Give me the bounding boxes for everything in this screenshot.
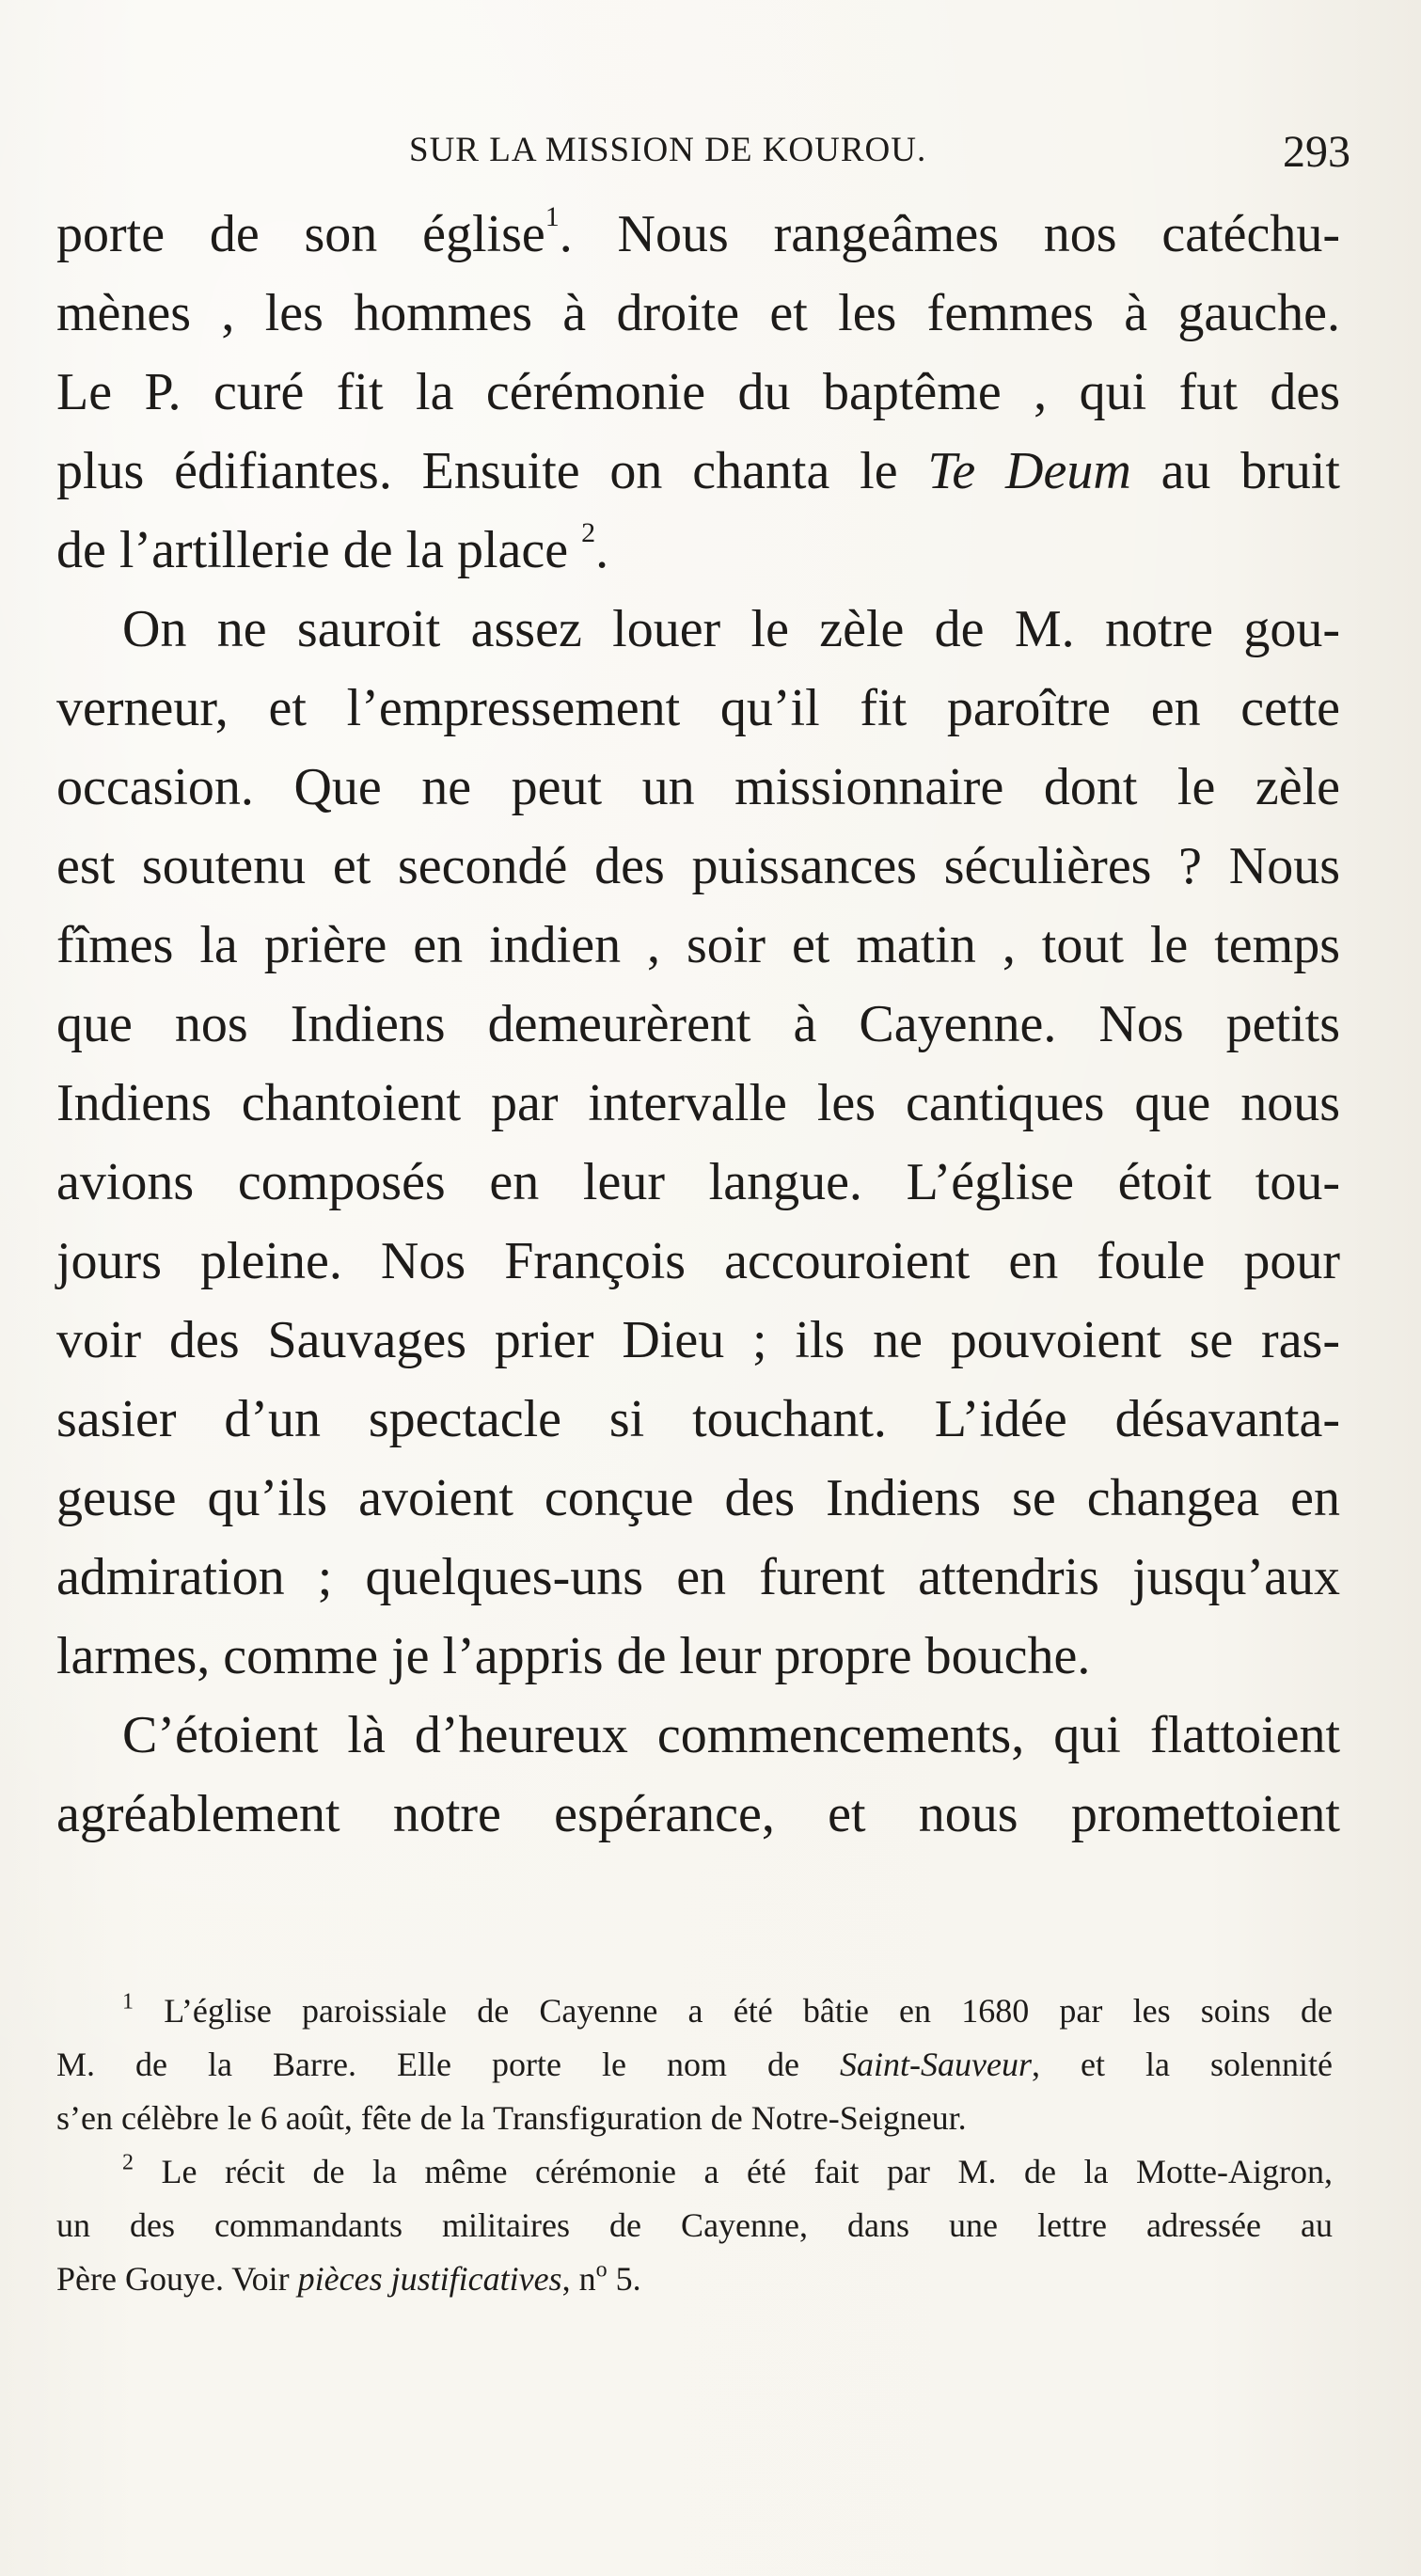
footnotes: [56, 1984, 1333, 2306]
footnote-reference: 1: [545, 201, 560, 232]
footnote-line: $^2$ Le récit de la même cérémonie a été fait par M. de la Motte-Aigron,: [122, 2150, 1333, 2190]
footnote-line: Père Gouye. Voir pièces justificatives, n$^o$ 5.: [56, 2257, 641, 2298]
text-line: jours pleine. Nos François accouroient en foule pour: [56, 1232, 1340, 1290]
italic-reference: pièces justificatives: [297, 2260, 562, 2298]
text-line: que nos Indiens demeurèrent à Cayenne. Nos petits: [56, 995, 1340, 1053]
text-line: fîmes la prière en indien , soir et matin , tout le temps: [56, 916, 1340, 974]
text-line: C’étoient là d’heureux commencements, qui flattoient: [122, 1706, 1340, 1764]
text-line: plus édifiantes. Ensuite on chanta le Te Deum au bruit: [56, 442, 1340, 500]
italic-name: Saint-Sauveur: [840, 2046, 1032, 2083]
text-line: sasier d’un spectacle si touchant. L’idée désavanta-: [56, 1390, 1340, 1448]
text-line: verneur, et l’empressement qu’il fit paroître en cette: [56, 679, 1340, 737]
text-line: mènes , les hommes à droite et les femmes à gauche.: [56, 284, 1340, 342]
page-number: 293: [1283, 127, 1350, 177]
text-line: porte de son église$^1$. Nous rangeâmes nos catéchu-: [56, 201, 1340, 263]
running-title: SUR LA MISSION DE KOUROU.: [409, 131, 927, 169]
footnote-marker: 2: [122, 2150, 134, 2175]
page-header: [56, 127, 1350, 177]
text-line: voir des Sauvages prier Dieu ; ils ne pouvoient se ras-: [56, 1311, 1340, 1369]
text-line: Indiens chantoient par intervalle les cantiques que nous: [56, 1074, 1340, 1132]
text-line: est soutenu et secondé des puissances séculières ? Nous: [56, 837, 1340, 895]
footnote-line: M. de la Barre. Elle porte le nom de Saint-Sauveur, et la solennité: [56, 2046, 1333, 2083]
footnote-line: $^1$ L’église paroissiale de Cayenne a été bâtie en 1680 par les soins de: [122, 1989, 1333, 2030]
text-line: Le P. curé fit la cérémonie du baptême , qui fut des: [56, 363, 1340, 421]
text-line: occasion. Que ne peut un missionnaire dont le zèle: [56, 758, 1340, 816]
text-line: de l’artillerie de la place $^2$.: [56, 517, 609, 579]
footnote-reference: 2: [581, 517, 596, 548]
text-line: geuse qu’ils avoient conçue des Indiens se changea en: [56, 1469, 1340, 1527]
italic-title: Te Deum: [927, 442, 1131, 500]
footnote-line: un des commandants militaires de Cayenne, dans une lettre adressée au: [56, 2206, 1333, 2244]
main-text: [56, 195, 1340, 1854]
footnote-line: s’en célèbre le 6 août, fête de la Transfiguration de Notre-Seigneur.: [56, 2099, 967, 2137]
footnote-marker: 1: [122, 1989, 134, 2015]
text-line: avions composés en leur langue. L’église étoit tou-: [56, 1153, 1340, 1211]
text-line: On ne sauroit assez louer le zèle de M. notre gou-: [122, 600, 1340, 658]
text-line: larmes, comme je l’appris de leur propre bouche.: [56, 1627, 1091, 1685]
text-line: agréablement notre espérance, et nous promettoient: [56, 1785, 1340, 1843]
text-line: admiration ; quelques-uns en furent attendris jusqu’aux: [56, 1548, 1340, 1606]
